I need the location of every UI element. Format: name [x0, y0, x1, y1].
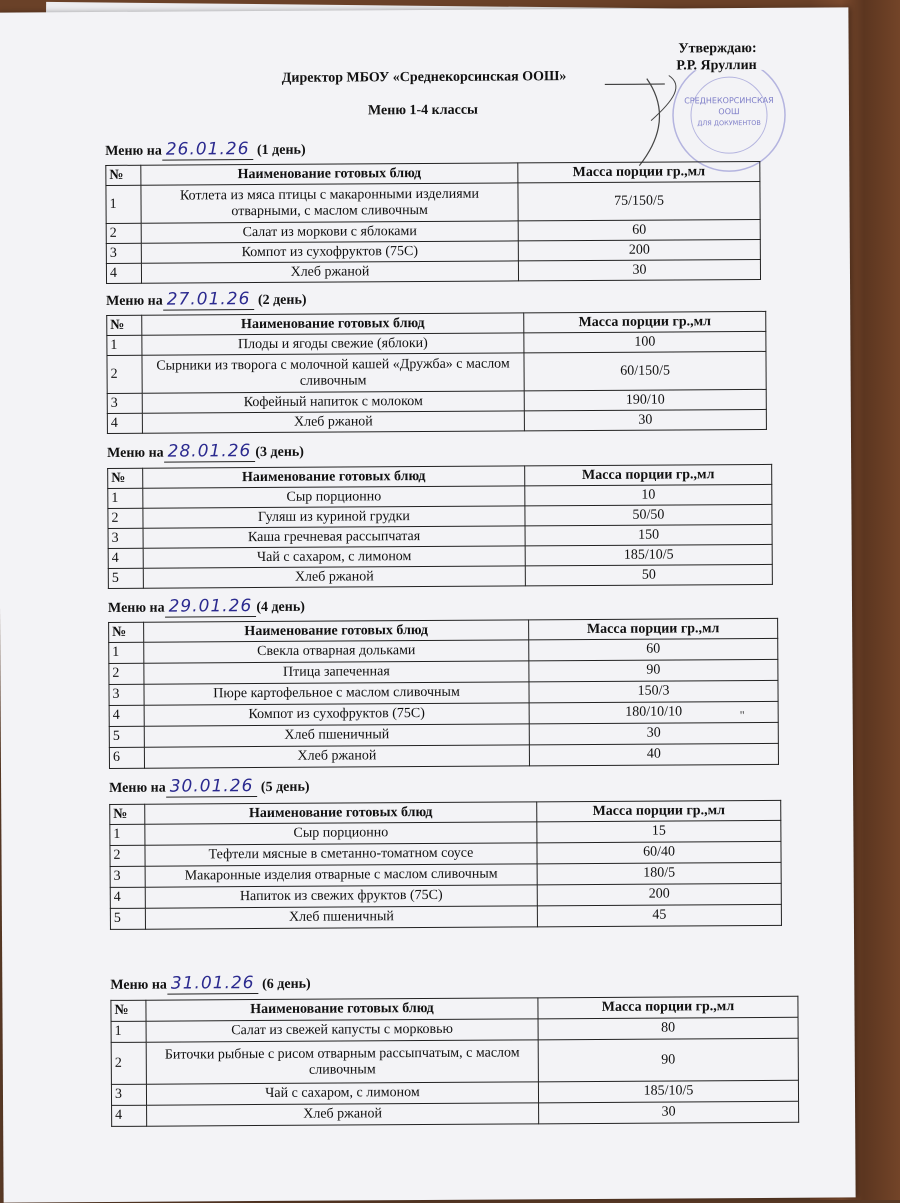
col-num-header: №: [111, 1000, 146, 1021]
row-num: 5: [108, 568, 143, 588]
portion-mass: 90: [529, 659, 778, 682]
dish-name: Макаронные изделия отварные с маслом сливочным: [145, 864, 537, 887]
dish-name: Чай с сахаром, с лимоном: [146, 1082, 538, 1105]
day-label-2: [106, 289, 306, 310]
row-num: 5: [110, 908, 145, 929]
day-suffix: (2 день): [257, 292, 307, 309]
day-suffix: (5 день): [260, 779, 310, 796]
row-num: 5: [109, 726, 144, 747]
row-num: 3: [108, 528, 143, 548]
stamp-text-3: ДЛЯ ДОКУМЕНТОВ: [697, 118, 761, 128]
dish-name: Компот из сухофруктов (75С): [144, 703, 529, 726]
dish-name: Биточки рыбные с рисом отварным рассыпчатым, с маслом сливочным: [146, 1040, 538, 1084]
portion-mass: 60/40: [537, 841, 781, 863]
portion-mass: 60/150/5: [524, 351, 766, 390]
row-num: 1: [106, 185, 141, 223]
portion-mass: 80: [538, 1017, 798, 1040]
col-name-header: Наименование готовых блюд: [146, 998, 538, 1021]
dish-name: Сыр порционно: [143, 486, 525, 508]
col-num-header: №: [108, 468, 143, 488]
dish-name: Напиток из свежих фруктов (75С): [145, 885, 537, 908]
handwritten-date: 29.01.26: [165, 596, 257, 618]
col-name-header: Наименование готовых блюд: [142, 313, 524, 335]
menu-table-day-1: [105, 161, 761, 284]
row-num: 1: [107, 335, 142, 355]
row-num: 1: [110, 824, 145, 845]
day-suffix: (3 день): [255, 444, 304, 461]
portion-mass: 50: [525, 564, 772, 586]
portion-mass: 180/10/10: [529, 701, 778, 724]
portion-mass: 90: [538, 1038, 798, 1082]
portion-mass: 150: [525, 524, 772, 546]
day-label-5: [109, 776, 309, 797]
handwritten-date: 28.01.26: [164, 441, 256, 463]
dish-name: Хлеб ржаной: [141, 261, 518, 283]
row-num: 2: [107, 355, 142, 393]
day-label-4: [108, 596, 305, 617]
table-row: [107, 409, 766, 433]
dish-name: Компот из сухофруктов (75С): [141, 241, 518, 263]
portion-mass: 30: [518, 259, 760, 280]
page-title: Меню 1-4 классы: [367, 102, 478, 119]
col-mass-header: Масса порции гр.,мл: [525, 464, 772, 486]
dish-name: Плоды и ягоды свежие (яблоки): [142, 333, 524, 355]
menu-table-day-4: [108, 618, 779, 769]
dish-name: Хлеб ржаной: [144, 745, 529, 768]
portion-mass: 60: [529, 638, 778, 661]
row-num: 4: [107, 413, 142, 433]
col-name-header: Наименование готовых блюд: [141, 163, 518, 185]
col-name-header: Наименование готовых блюд: [144, 620, 529, 642]
dish-name: Гуляш из куриной грудки: [143, 506, 525, 528]
table-row: [110, 904, 781, 929]
col-mass-header: Масса порции гр.,мл: [537, 800, 781, 821]
dish-name: Свекла отварная дольками: [144, 640, 529, 663]
menu-document: [0, 7, 856, 1202]
portion-mass: 190/10: [524, 389, 766, 410]
col-num-header: №: [110, 804, 145, 824]
menu-prefix: Меню на: [105, 143, 162, 159]
row-num: 2: [108, 508, 143, 528]
row-num: 1: [108, 488, 143, 508]
portion-mass: 45: [537, 904, 781, 926]
row-num: 4: [112, 1105, 147, 1126]
day-label-6: [110, 973, 310, 994]
dish-name: Салат из свежей капусты с морковью: [146, 1019, 538, 1042]
approver-name: Р.Р. Яруллин: [676, 57, 757, 74]
dish-name: Каша гречневая рассыпчатая: [143, 526, 525, 548]
portion-mass: 200: [518, 239, 760, 260]
row-num: 4: [110, 887, 145, 908]
menu-table-day-6: [110, 996, 799, 1127]
handwritten-date: 27.01.26: [163, 289, 255, 311]
row-num: 3: [110, 866, 145, 887]
row-num: 2: [110, 845, 145, 866]
day-suffix: (6 день): [262, 976, 311, 993]
menu-prefix: Меню на: [106, 293, 163, 309]
col-num-header: №: [107, 315, 142, 335]
row-num: 2: [109, 663, 144, 684]
col-mass-header: Масса порции гр.,мл: [529, 618, 778, 640]
dish-name: Хлеб пшеничный: [145, 906, 537, 929]
day-suffix: (1 день): [256, 142, 306, 159]
portion-mass: 30: [529, 722, 778, 745]
side-mark: ": [739, 708, 745, 723]
portion-mass: 150/3: [529, 680, 778, 703]
row-num: 3: [106, 243, 141, 263]
row-num: 6: [109, 747, 144, 768]
dish-name: Хлеб ржаной: [143, 566, 525, 588]
portion-mass: 40: [529, 743, 778, 766]
dish-name: Сырники из творога с молочной кашей «Дружба» с маслом сливочным: [142, 353, 524, 393]
portion-mass: 75/150/5: [518, 181, 760, 220]
stamp-text-2: ООШ: [718, 107, 740, 117]
menu-table-day-3: [107, 464, 773, 589]
dish-name: Хлеб пшеничный: [144, 724, 529, 747]
dish-name: Салат из моркови с яблоками: [141, 221, 518, 243]
menu-prefix: Меню на: [110, 977, 167, 993]
row-num: 4: [106, 263, 141, 283]
portion-mass: 10: [525, 484, 772, 506]
table-row: [109, 743, 778, 768]
dish-name: Кофейный напиток с молоком: [142, 391, 524, 413]
portion-mass: 200: [537, 883, 781, 905]
table-row: [111, 1038, 798, 1084]
portion-mass: 50/50: [525, 504, 772, 526]
col-mass-header: Масса порции гр.,мл: [518, 161, 760, 182]
dish-name: Птица запеченная: [144, 661, 529, 684]
menu-prefix: Меню на: [107, 445, 164, 461]
director-title: Директор МБОУ «Среднекорсинская ООШ»: [281, 69, 567, 86]
portion-mass: 185/10/5: [538, 1080, 798, 1103]
col-num-header: №: [106, 165, 141, 185]
signature-stroke: [639, 79, 660, 166]
row-num: 1: [109, 642, 144, 663]
portion-mass: 60: [518, 219, 760, 240]
approve-label: Утверждаю:: [678, 40, 757, 57]
col-mass-header: Масса порции гр.,мл: [538, 996, 798, 1019]
row-num: 4: [109, 705, 144, 726]
row-num: 4: [108, 548, 143, 568]
handwritten-date: 31.01.26: [167, 973, 259, 995]
portion-mass: 30: [524, 409, 766, 430]
dish-name: Котлета из мяса птицы с макаронными изделиями отварными, с маслом сливочным: [141, 183, 518, 223]
menu-table-day-2: [106, 311, 767, 434]
col-num-header: №: [109, 622, 144, 642]
table-row: [106, 259, 760, 283]
day-suffix: (4 день): [256, 599, 305, 616]
dish-name: Чай с сахаром, с лимоном: [143, 546, 525, 568]
row-num: 1: [111, 1021, 146, 1042]
handwritten-date: 26.01.26: [162, 139, 254, 161]
handwritten-date: 30.01.26: [166, 776, 258, 798]
dish-name: Пюре картофельное с маслом сливочным: [144, 682, 529, 705]
col-name-header: Наименование готовых блюд: [145, 802, 537, 824]
table-row: [108, 564, 772, 588]
menu-prefix: Меню на: [107, 600, 165, 616]
dish-name: Хлеб ржаной: [142, 411, 524, 433]
dish-name: Тефтели мясные в сметанно-томатном соусе: [145, 843, 537, 866]
row-num: 3: [111, 1084, 146, 1105]
col-mass-header: Масса порции гр.,мл: [524, 311, 766, 332]
table-row: [107, 351, 766, 393]
menu-table-day-5: [109, 800, 782, 930]
row-num: 3: [107, 393, 142, 413]
portion-mass: 15: [537, 820, 781, 842]
col-name-header: Наименование готовых блюд: [143, 466, 525, 488]
dish-name: Хлеб ржаной: [147, 1103, 539, 1126]
portion-mass: 180/5: [537, 862, 781, 884]
portion-mass: 100: [524, 331, 766, 352]
dish-name: Сыр порционно: [145, 822, 537, 845]
row-num: 2: [111, 1042, 146, 1084]
day-label-3: [107, 441, 304, 462]
table-row: [106, 181, 760, 223]
portion-mass: 30: [539, 1101, 799, 1124]
row-num: 3: [109, 684, 144, 705]
menu-prefix: Меню на: [109, 780, 166, 796]
stamp-text-1: СРЕДНЕКОРСИНСКАЯ: [684, 95, 774, 106]
row-num: 2: [106, 223, 141, 243]
table-row: [112, 1101, 799, 1126]
portion-mass: 185/10/5: [525, 544, 772, 566]
day-label-1: [105, 139, 305, 160]
